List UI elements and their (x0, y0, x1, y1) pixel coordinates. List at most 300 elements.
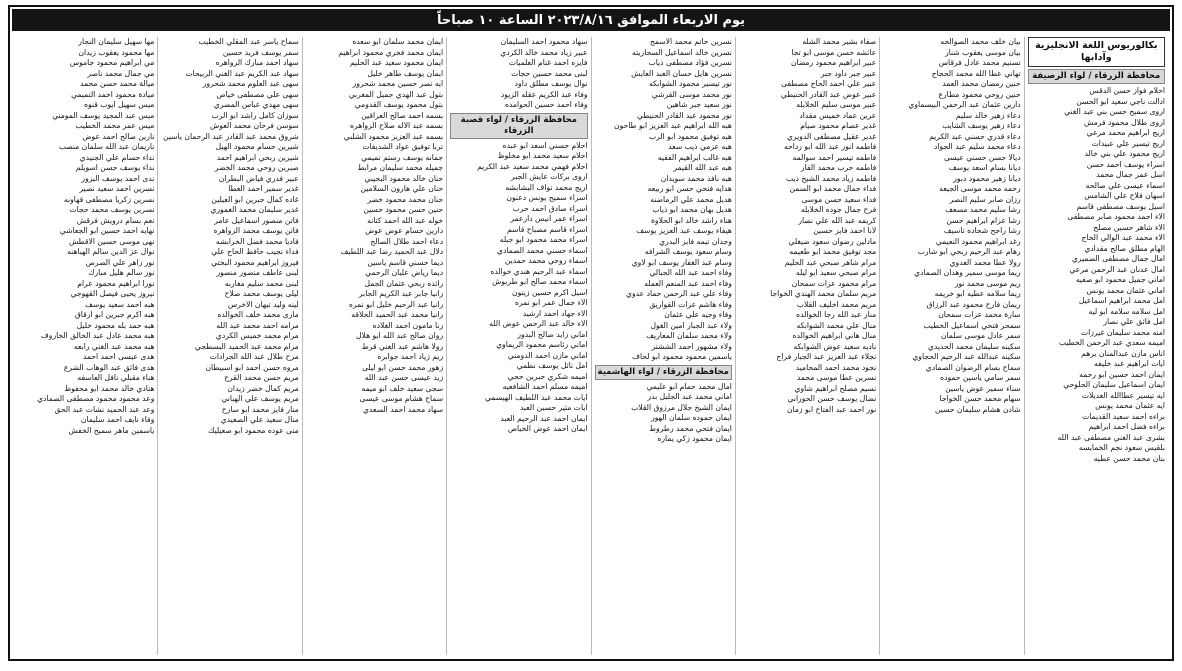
name-entry: رانيا عبد الرحيم خليل ابو نمره (349, 299, 444, 309)
name-entry: الهام مطلق صالح مقدادي (1084, 243, 1165, 253)
name-entry: ياسمين ماهر سميح الخفش (68, 425, 155, 435)
name-entry: فايزه احمد غنام العلميات (508, 58, 588, 67)
name-entry: سكينه عبدالله عبد الرحيم الحجاوي (912, 352, 1021, 361)
name-entry: ايمان يوسف طاهر خليل (367, 68, 444, 78)
name-entry: مرام شاهر صبحي عبد الحليم (784, 257, 877, 267)
name-entry: وعد عبد الحميد نشات عبد الحق (54, 404, 155, 414)
name-entry: وفاء احمد عبد المنعم العمله (644, 278, 732, 288)
name-entry: عبير عوض عبد القادر الحنيطي (780, 89, 877, 99)
name-entry: دلال عبد الحميد رضا عبد اللطيف (340, 247, 444, 256)
name-entry: منال علي محمد الشوابكه (796, 320, 877, 330)
name-entry: ايمان حموده سلمان الهور (651, 413, 732, 422)
name-entry: بتول عبد الهدي جميل المغربي (348, 89, 444, 99)
name-entry: مادلين رضوان سعود ضيغلي (788, 236, 877, 246)
name-entry: دعاء زهير يوسف الشايب (942, 121, 1021, 130)
name-entry: هبه عبد الله القيمر (673, 163, 732, 172)
name-entry: ناريمان عبد الله سلمان منصب (58, 142, 155, 151)
name-entry: ولاء محمد سلمان المعاريف (646, 331, 732, 340)
name-entry: هبه محمد عادل عبد الخالق الخاروف (40, 331, 155, 340)
name-entry: امال عدنان عبد الرحمن مرعي (1069, 264, 1165, 274)
name-entry: ريم موسى محمد نور (954, 278, 1021, 288)
name-entry: غدير سمير احمد العطا (228, 184, 299, 193)
name-entry: دعاء محمد سليم عبد الجواد (934, 142, 1021, 151)
name-entry: الاء احمد محمود صابر مصطفى (1067, 212, 1165, 221)
name-entry: نضال يوسف حسن الحوراني (787, 394, 877, 403)
name-entry: نور محمد موسى القرشي (651, 89, 732, 99)
name-entry: وفاء عبد الكريم عقله الزيود (500, 89, 588, 99)
names-column (157, 37, 301, 655)
name-entry: نارين صالح احمد عوض (82, 131, 155, 141)
name-entry: نسيم مصلح ابراهيم شاوي (794, 383, 877, 393)
name-entry: رشا سليم محمد مسعف (945, 205, 1021, 214)
name-entry: امل نائل يوسف نظمي (516, 361, 588, 370)
name-entry: تسنيم محمد عادل فرقاس (938, 58, 1021, 67)
name-entry: وفاء نايف احمد سليمان (80, 415, 155, 424)
name-entry: عرين عماد خميس مقداد (799, 110, 877, 120)
name-entry: امل سلامه سلامه ابو ليه (1088, 306, 1165, 316)
name-entry: بيان خلف محمد الصوالحه (940, 37, 1021, 46)
name-entry: مريم حسن محمد القرح (224, 373, 299, 382)
names-columns (14, 37, 1168, 655)
name-entry: مرح طلال عبد الله الجرادات (209, 352, 299, 361)
name-entry: فداء سعيد حسن موسى (801, 194, 877, 204)
name-entry: فاديا محمد فضل الخرابشه (215, 236, 299, 246)
name-entry: غاده كمال جبرين ابو العيلين (211, 194, 299, 204)
name-entry: نور محمود عبد القادر الحنيطي (636, 110, 732, 120)
name-entry: سهى مهدي عباس المصري (213, 100, 299, 109)
name-entry: فاطمه زياد محمد الشيخ ذيب (785, 173, 877, 183)
name-entry: الاء جهاد احمد ارشيد (522, 308, 588, 318)
name-entry: حنين رمضان محمد العمد (942, 79, 1021, 88)
name-entry: عبير جبر داود جبر (820, 68, 877, 78)
name-entry: منار عبد الله رجا الخوالده (796, 310, 877, 319)
name-entry: حنان محمد محمود خضر (367, 194, 444, 204)
name-entry: ايمان محمد فخري محمود ابراهيم (338, 47, 444, 57)
name-entry: اسل عمر جمال محمد (1096, 170, 1165, 179)
name-entry: بنان محمد حسن عطيه (1093, 453, 1165, 463)
name-entry: نور احمد عبد الفتاح ابو زمان (786, 404, 877, 414)
name-entry: مها محمود يعقوب زيدان (78, 47, 155, 57)
name-entry: هبه نافذ محمد سويدان (660, 173, 732, 183)
name-entry: براءه احمد سعيد القديمات (1082, 411, 1165, 421)
name-entry: شيرين ربحي ابراهيم احمد (216, 152, 299, 162)
name-entry: ديانا زهير محمود دبور (953, 173, 1021, 183)
name-entry: مها سهيل سليمان النجار (78, 37, 155, 46)
name-entry: اماني جميل محمود ابو صفيه (1075, 275, 1165, 284)
name-entry: هناء مقبلي نافل العاسفه (77, 373, 155, 382)
name-entry: الاء محمد عبد الوالي الحاج (1081, 233, 1165, 242)
name-entry: رحمه محمد موسى الجيعه (939, 184, 1021, 193)
name-entry: هيفاء يوسف عبد العزيز يوسف (636, 226, 732, 235)
name-entry: مريم يوسف علي الهباني (221, 394, 299, 403)
name-entry: جمانه يوسف رستم تميمي (361, 152, 444, 162)
name-entry: هنادي خالد محمد ابو محفوظ (64, 383, 155, 393)
name-entry: اريج محمد نواف البشابشه (505, 182, 588, 192)
name-entry: سهاد احمد مبارك الزواهره (215, 58, 299, 67)
name-entry: حنين روحي محمود مطارع (938, 89, 1021, 99)
name-entry: ميس سهيل ايوب قنوه (84, 100, 155, 109)
name-entry: امل فائق علي نصار (1103, 317, 1165, 326)
name-entry: مرام محمد خميس الكردي (215, 331, 299, 340)
name-entry: هبه اكرم جبرين ابو ارقاق (74, 310, 155, 319)
names-column (302, 37, 446, 655)
name-entry: فاتن منصور اسماعيل عامر (214, 215, 299, 225)
name-entry: حنين حسن محمود حسين (363, 205, 444, 214)
name-entry: نورا ابراهيم محمود عرام (77, 278, 155, 288)
name-entry: عبير موسى سليم الخلايله (796, 100, 877, 109)
name-entry: بيان موسى يعقوب شنار (945, 47, 1021, 57)
name-entry: اروى سميح حسن بني عبد الغني (1064, 107, 1165, 116)
name-entry: وفاء علي عبد الرحمن حماد عدوي (626, 289, 732, 298)
name-entry: دارين عثمان عبد الرحمن البيسماوي (908, 100, 1021, 109)
name-entry: ايمان فتحي محمد رطروط (649, 423, 732, 433)
name-entry: ايمان اسماعيل سليمان الحلوحي (1063, 380, 1165, 389)
name-entry: هبه الله ابراهيم عبد العزيز ابو طاحون (614, 121, 732, 130)
name-entry: زهور محمد حسن ابو ليلى (362, 362, 444, 372)
name-entry: سمر يوسف فريد حسين (222, 47, 299, 57)
name-entry: لانا احمد فايز حسين (813, 226, 877, 235)
name-entry: نوال عز الدين سالم الهباهنه (67, 247, 155, 256)
name-entry: ايات ابراهيم عبد خليفه (1093, 359, 1165, 368)
name-entry: ديالا حسن حسني عيسى (943, 152, 1021, 162)
name-entry: امل محمد ابراهيم اسماعيل (1078, 296, 1165, 305)
name-entry: امال جمال مصطفى الضميري (1071, 254, 1165, 263)
name-entry: ريمان فارح محمود عبد الرزاق (926, 299, 1021, 309)
name-entry: اماني محمد عبد الجليل بدر (647, 392, 732, 401)
name-entry: ولاء عبد الجبار امين الغول (650, 320, 732, 330)
name-entry: رولا عطا محمد العدوي (949, 257, 1021, 267)
name-entry: هبه غالب ابراهيم الفقيه (657, 152, 732, 162)
name-entry: اسماء حسني محمد الصمادي (497, 245, 588, 255)
name-entry: حنان خالد محمود البحيبي (364, 173, 444, 183)
name-entry: بلقيس سعود نجم الخمايسه (1078, 443, 1165, 452)
name-entry: روان صالح عبد الله ابو هلال (356, 331, 444, 340)
names-column (879, 37, 1023, 655)
name-entry: سهام محمد حسن الخواجا (939, 394, 1021, 403)
schedule-header: يوم الاربعاء الموافق ٢٠٢٣/٨/١٦ الساعة ١٠ صباحاً (12, 9, 1170, 31)
name-entry: لبنى محمد سليم مغاربه (224, 278, 299, 288)
name-entry: نجلاء عبد العزيز عبد الجبار فراج (776, 352, 877, 361)
name-entry: مرام محمود عزات سمحان (791, 278, 877, 288)
name-entry: هبه حمد بله محمود خليل (76, 320, 155, 330)
name-entry: سماح هشام موسى عيسى (359, 394, 444, 403)
name-entry: مروه حسن احمد ابو اسبيطان (205, 362, 299, 372)
name-entry: دعاء قدري حسني عبد الكريم (929, 131, 1021, 141)
name-entry: ناديه سعيد عوض الشوابكه (793, 341, 877, 351)
name-entry: نسرين احمد سعيد نصير (79, 184, 155, 193)
name-entry: منى عوده محمود ابو صعيليك (208, 425, 299, 435)
name-entry: رهام عبد الرحيم ربحي ابو شارب (917, 247, 1021, 256)
name-entry: سهى عبد العلوم محمد شحرور (202, 79, 299, 88)
name-entry: امنه محمد سليمان غيرزات (1081, 327, 1165, 337)
name-entry: ايمان الشيخ جلال مرزوق القلاب (631, 402, 732, 412)
name-entry: الاء خالد عبد الرحمن عوض الله (489, 319, 588, 328)
name-entry: هدى عيسى احمد احمد (82, 352, 155, 361)
name-entry: غدير عقيل مصطفى الدويري (786, 131, 877, 141)
name-entry: ديانا بسام اسعد يوسف (948, 163, 1021, 172)
name-entry: هناء راشد خالد ابو الحلاوة (650, 215, 732, 225)
name-entry: نور سعيد جبر شاهين (666, 100, 732, 109)
name-entry: نسرين عطا موسى محمد (796, 373, 877, 382)
name-entry: دعاء زهير خالد سليم (955, 110, 1021, 120)
name-entry: عبير علي احمد الحاج مصطفى (781, 79, 877, 88)
name-entry: ليلى يوسف محمد صلاح (224, 289, 299, 298)
name-entry: وجدان تيمه فايز البدري (659, 236, 732, 246)
name-entry: وعد محمود محمود مصطفى الصمادي (37, 394, 155, 403)
name-entry: الاء جمال عمر ابو نمره (514, 298, 588, 307)
name-entry: عائشه حسن موسى ابو تجا (791, 47, 877, 57)
name-entry: سجى سعيد خلف ابو ميمه (361, 383, 444, 393)
name-entry: ريما موسى سمير وهدان الصمادي (914, 268, 1021, 277)
name-entry: اسيل يوسف مصطفى قاسم (1076, 201, 1165, 211)
name-entry: ميس عمر محمد الخطيب (75, 121, 155, 130)
name-entry: هدى فائق عبد الوهاب الشرع (63, 362, 155, 372)
name-entry: جميله محمد سليمان مرابط (357, 163, 444, 172)
name-entry: ريما سلامه عطيه ابو خريمه (934, 289, 1021, 298)
name-entry: تهاني عطا الله محمد الحجاج (931, 68, 1021, 78)
name-entry: سوسن فرحان محمد العوش (210, 121, 299, 130)
name-entry: ريم زياد احمد جوابره (377, 352, 444, 361)
name-entry: اناس مازن عبدالمنان برهم (1081, 348, 1165, 358)
name-entry: سهاد محمود احمد السليمان (500, 37, 588, 46)
name-entry: سماح بسام الرضوان الصمادي (925, 362, 1021, 372)
name-entry: وفاء هاشم عزات القواريق (649, 299, 732, 309)
name-entry: صفاء بشير محمد الشله (802, 37, 877, 46)
name-entry: ايات محمد عبد اللطيف الهيسمي (484, 392, 588, 402)
name-entry: نور زاهر علي الصرص (85, 257, 155, 267)
name-entry: وسام سعود يوسف الشرافه (644, 247, 732, 256)
name-entry: اميمه مسلم احمد الشافعيه (502, 382, 588, 391)
name-entry: ادالت ناجي سعيد ابو الحسن (1076, 96, 1165, 106)
name-entry: هديل محمد علي الرماضنه (650, 194, 732, 204)
name-entry: شيرين حسام محمود الهيل (215, 142, 299, 151)
name-entry: نجود محمد احمد المحاميد (795, 362, 877, 372)
name-entry: فداء نجيب حافظ الحاج علي (211, 247, 299, 256)
name-entry: اروى بركات عايش الجبر (511, 172, 588, 181)
name-entry: نسرين حاتم محمد الاسمح (650, 37, 732, 46)
name-entry: مرامه احمد محمد عبد الله (216, 320, 299, 330)
degree-title: بكالوريوس اللغة الانجليزية وآدابها (1028, 37, 1165, 67)
name-entry: ميادة محمود احمد التميمي (71, 89, 155, 99)
name-entry: الاء شاهر حسين مصلح (1093, 222, 1165, 232)
name-entry: لبنى محمد حسين حجات (511, 68, 588, 78)
name-entry: اريج تيسير علي عبيدات (1091, 138, 1165, 148)
name-entry: نسرين خالد اسماعيل السحاريته (632, 47, 732, 57)
name-entry: فداء جمال محمد ابو السمن (789, 184, 877, 193)
name-entry: مي ابراهيم محمود جاموس (69, 58, 155, 67)
name-entry: بسمه احمد صالح العراقين (361, 110, 444, 120)
name-entry: سهى علي مصطفى خياص (216, 89, 299, 99)
name-entry: سهاد عبد الكريم عبد الغني الربيحات (185, 68, 299, 78)
region-heading: محافظة الزرقاء / لواء قصبة الزرقاء (450, 113, 587, 139)
name-entry: ايمان احمد عوض الخياص (507, 424, 588, 433)
name-entry: دارين حسام عوض عوض (365, 226, 444, 235)
name-entry: احلام حسني اسعد ابو عبده (502, 140, 588, 150)
name-entry: وسام عبد الغفار يوسف ابو لاوي (631, 257, 732, 267)
name-entry: اسماء عيسى علي صالحه (1085, 180, 1165, 190)
name-entry: رغد ابراهيم محمود النعيمي (935, 236, 1021, 246)
name-entry: اسيل اكرم حسين زيتون (512, 287, 588, 297)
name-entry: اميمه سعدي عبد الرحمن الخطيب (1058, 338, 1165, 347)
name-entry: نسرين زكريا مصطفى قهاونه (63, 194, 155, 204)
name-entry: بتول محمود يوسف القدومي (354, 100, 444, 109)
name-entry: ياسمين محمود محمود ابو لحاف (632, 352, 732, 361)
names-column (735, 37, 879, 655)
name-entry: ايه عثمان محمد يونس (1095, 401, 1165, 410)
name-entry: لينه وليد تيهان الاخرس (227, 299, 299, 309)
name-entry: عبير زياد محمد خالد الكردي (500, 47, 588, 57)
name-entry: ايمان احمد عبد الرحيم العبد (500, 413, 588, 423)
name-entry: مي جمال محمد ناصر (87, 68, 155, 78)
name-entry: تربا توفيق عواد الشديفات (362, 142, 444, 151)
name-entry: ميالة محمد حسن محمد (80, 79, 155, 88)
name-entry: اروى طلال محمود فرمش (1084, 117, 1165, 127)
name-entry: رائده ربحي عثمان الجمل (364, 278, 444, 288)
name-entry: اسراء عمر انيس دارعمر (510, 214, 588, 223)
name-entry: بشرى عبد الغني مصطفى عبد الله (1057, 432, 1165, 442)
name-entry: لبنى عاطف منصور منصور (216, 268, 299, 277)
name-entry: نعم بسام درويش فرقش (76, 215, 155, 225)
name-entry: منال هاني ابراهيم الخوالده (792, 331, 877, 340)
name-entry: زيد عيسى حسن عبد الله (364, 373, 444, 382)
name-entry: براءه فضل احمد ابراهيم (1088, 422, 1165, 431)
name-entry: احلام فهمي محمد سعيد عبد الكريم (477, 161, 588, 171)
name-entry: اماني مازن احمد الدومني (507, 350, 588, 360)
name-entry: بسمه عبد العزيز محمود الشلبي (343, 131, 444, 141)
name-entry: حنان علي هارون السلامين (360, 184, 444, 193)
name-entry: غدير عصام محمود صيام (800, 121, 877, 130)
name-entry: ميس عبد المجيد يوسف المومني (52, 110, 155, 120)
name-entry: هديل بهان محمد ابو ذياب (652, 205, 732, 214)
name-entry: نداء يوسف حسن اسويلم (75, 163, 155, 172)
name-entry: رانيا محمد عبد الحميد الحلاقه (351, 310, 444, 319)
name-entry: مرام محمد عبد الحميد البسطجي (194, 341, 299, 351)
name-entry: نوال يوسف مطلق داود (514, 79, 588, 88)
name-entry: رشا راجح شحاده تاسيف (943, 226, 1021, 235)
names-column (14, 37, 157, 655)
name-entry: سمر عادل موسى سلمان (940, 331, 1021, 340)
name-entry: مارى محمد خلف الخوالده (217, 310, 299, 319)
name-entry: مريم كمال خضر زيدان (227, 383, 299, 393)
name-entry: هبه احمد سعيد يوسف (85, 299, 155, 309)
name-entry: اميمه شكري جبرين حجي (507, 371, 588, 381)
name-entry: سماح ياسر عبد المقلي الخطيب (198, 37, 299, 46)
name-entry: مجد توفيق محمد ابو طعيمه (789, 247, 877, 256)
name-entry: اسراء سميح يونس دعنون (506, 193, 588, 202)
name-entry: وفاء وجيه علي عثمان (664, 310, 732, 319)
name-entry: اماني عثمان محمد يونس (1086, 285, 1165, 295)
name-entry: هبه محمد عبد الغني رابعه (73, 341, 155, 351)
name-entry: خوله عبد الله احمد كتانه (367, 215, 444, 225)
name-entry: غدير سليمان محمد الغموري (210, 205, 299, 214)
exam-schedule-page (8, 5, 1174, 661)
names-column (446, 37, 590, 655)
name-entry: هبه توفيق محمود ابو الرب (648, 131, 732, 141)
name-entry: شروق محمد عبد القادر عبد الرحمان ياسين (163, 131, 299, 141)
name-entry: نور تيسير محمود الشوابكه (648, 79, 732, 88)
name-entry: نهايه احمد حسين ابو الجعاشي (59, 226, 155, 235)
name-entry: نهى موسى حسين الاقطش (68, 236, 155, 246)
name-entry: اريج محمود علي بني خالد (1084, 149, 1165, 158)
name-entry: فاطمه تيسير احمد سوالمه (792, 152, 877, 162)
name-entry: ايه تيسير عطاالله العديلات (1081, 390, 1165, 400)
region-heading: محافظة الزرقاء / لواء الهاشمية (595, 365, 732, 380)
name-entry: سمر سامي ياسين حموده (940, 373, 1021, 382)
name-entry: فيروز ابراهيم محمود البختي (211, 257, 299, 267)
name-entry: نسرين يوسف محمد حجات (69, 205, 155, 214)
name-entry: عبير ابراهيم محمود رمضان (790, 58, 877, 67)
name-entry: سمحر فتحي اسماعيل الخطيب (923, 320, 1021, 330)
name-entry: دعاء احمد طلال الصالح (370, 236, 444, 246)
name-entry: مريم سلمان محمد الهندي الخواجا (770, 289, 877, 298)
name-entry: نسرين هايل حسان العبد العايش (631, 68, 732, 78)
name-entry: اماني زايد صالح البدور (517, 329, 588, 339)
name-entry: فرح جمال جوده الخلايله (800, 205, 877, 214)
name-entry: كريمه عبد الله علي نصار (798, 215, 877, 225)
names-column (591, 37, 735, 655)
name-entry: هدايه فتحي حسن ابو ربيعه (647, 184, 732, 193)
name-entry: اسماء عبد الرحيم هندي خوالده (490, 266, 588, 276)
name-entry: سناء سمير عوض ياسين (945, 383, 1021, 393)
name-entry: سارة محمد عزات سمحان (938, 310, 1021, 319)
name-entry: احلام سعيد محمد ابو مخلوظ (497, 151, 588, 160)
region-heading: محافظة الزرقاء / لواء الرصيفة (1028, 69, 1165, 84)
name-entry: عبير فدري فياض البطران (218, 173, 299, 183)
name-entry: رنا مامون احمد الغلاده (372, 320, 444, 330)
name-entry: اسراء صادق احمد حرب (512, 203, 588, 213)
name-entry: ايمان احمد حسين ابو رحمه (1079, 369, 1165, 379)
name-entry: اسماء محمد صالح ابو طربوش (492, 277, 588, 286)
name-entry: رانيا جابر عبد الكريم الجابر (358, 289, 444, 298)
name-entry: منال سعيد علي الصعيدي (220, 415, 299, 424)
name-entry: شادن هشام سليمان حسين (934, 404, 1021, 414)
name-entry: بسمه عبد الاله صلاح الزواهره (350, 121, 444, 130)
names-column (1024, 37, 1168, 655)
name-entry: فاطمه حرب محمد الفار (800, 163, 877, 172)
name-entry: ايمان محمود سعيد عبد الحليم (350, 58, 444, 67)
name-entry: وفاء احمد عبد الله الجبالي (649, 268, 732, 277)
name-entry: اسماء روحي محمد حمدين (504, 256, 588, 265)
name-entry: ايات مثير حسين العبد (519, 403, 588, 412)
name-entry: هبه عزمي ذيب سعد (668, 142, 732, 151)
name-entry: احلام فواز حسن الدقس (1089, 86, 1165, 95)
name-entry: ديما حسني قاسم ياسين (367, 257, 444, 267)
name-entry: رولا هاشم عبد الغني قرط (361, 341, 444, 351)
name-entry: سهاد محمد احمد السعدي (363, 404, 444, 414)
name-entry: سوزان كامل راشد ابو الرب (211, 110, 299, 120)
name-entry: مرام صبحي سعيد ابو ليله (795, 268, 877, 277)
name-entry: نور سالم هليل مبارك (88, 268, 155, 277)
name-entry: اسراء قاسم مصباح قاسم (507, 224, 588, 234)
name-entry: منار فايز محمد ابو سارح (221, 404, 299, 414)
name-entry: صبرين روحي محمد الخضر (214, 163, 299, 172)
name-entry: ندى احمد يوسف البزور (81, 173, 155, 183)
name-entry: سكينه سليمان محمد الحديدي (928, 341, 1021, 351)
name-entry: نسرين فؤاد مصطفى ذياب (648, 58, 732, 67)
name-entry: رشا عزام ابراهيم حسن (946, 215, 1021, 225)
name-entry: اريج ابراهيم محمد مرعي (1086, 128, 1165, 137)
name-entry: اماني رئاسم محمود الريماوي (496, 340, 588, 349)
name-entry: فاطمه انور عبد الله ابو رداحه (784, 142, 877, 151)
name-entry: نداء حسام علي الجنيدي (79, 152, 155, 162)
name-entry: اسراء محمد محمود ابو جبله (499, 235, 588, 244)
name-entry: اسراء يوسف احمد حسن (1086, 159, 1165, 169)
name-entry: ايمان محمود زكي يماره (657, 434, 732, 443)
name-entry: ايه نصر حسين محمد شحرور (352, 79, 444, 88)
name-entry: ديما رياض عليان الرحمي (365, 268, 444, 277)
name-entry: وفاء احمد حسين الحوامده (504, 100, 588, 109)
name-entry: ايمان محمد سلمان ابو سعده (352, 37, 444, 46)
